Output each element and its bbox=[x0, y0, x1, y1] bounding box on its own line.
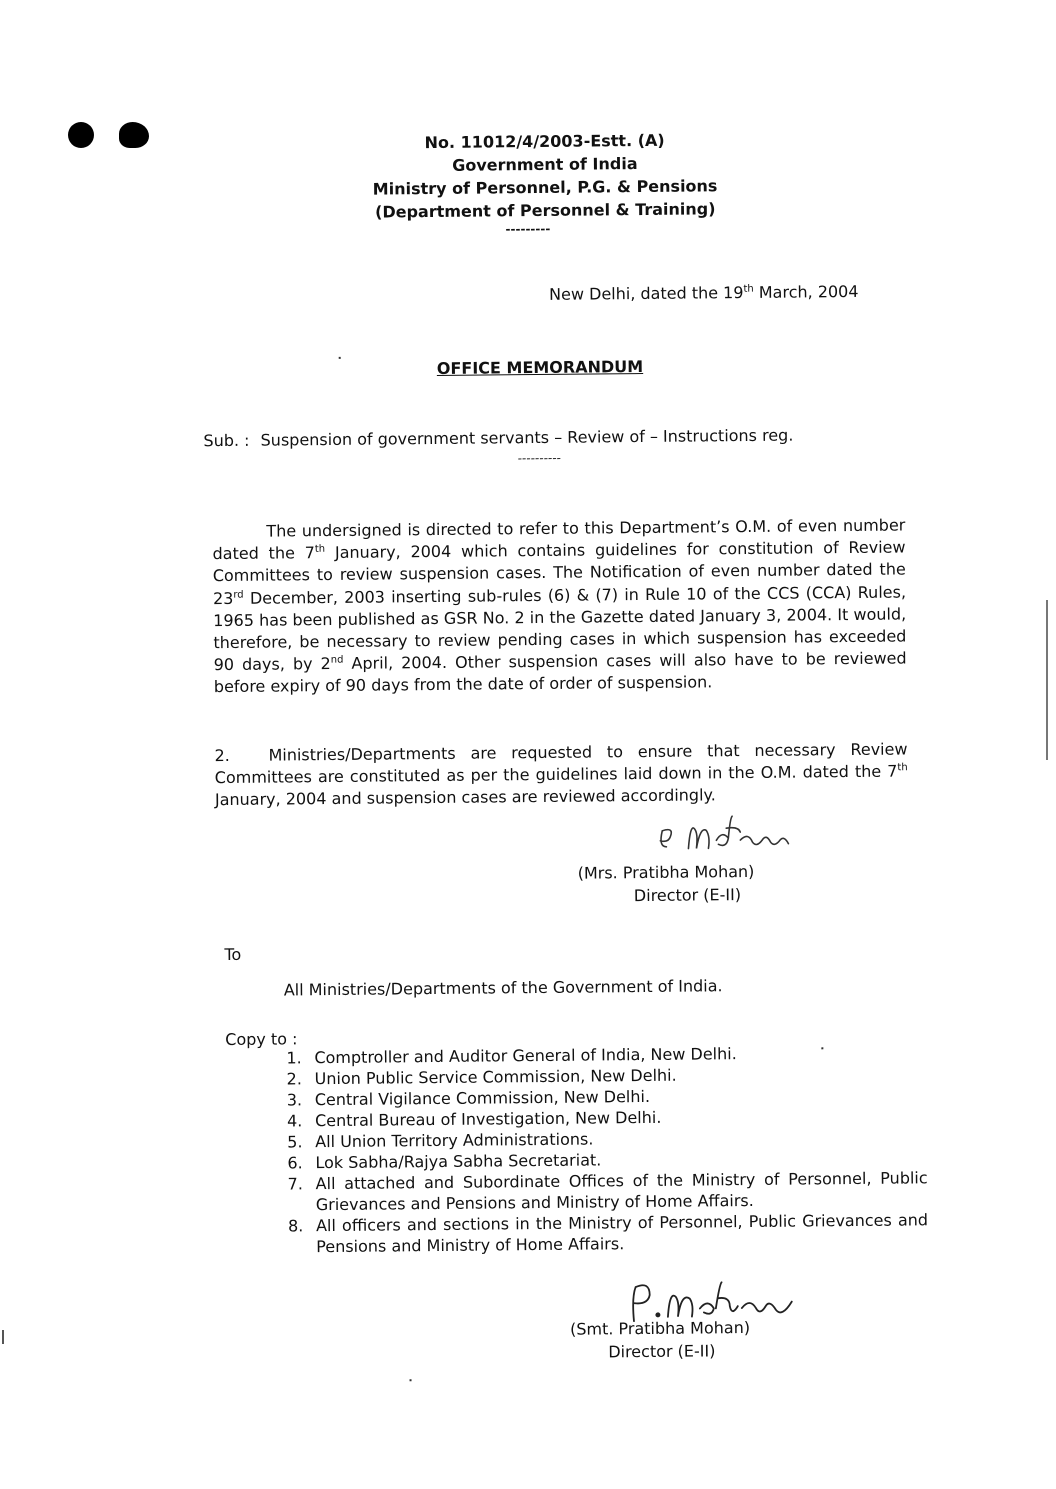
copy-to-item-number: 4. bbox=[286, 1111, 303, 1131]
copy-to-item-number: 8. bbox=[287, 1216, 304, 1236]
subject-label: Sub. : bbox=[203, 430, 250, 451]
signatory-designation: Director (E-II) bbox=[633, 885, 742, 906]
scan-edge-mark bbox=[2, 1330, 4, 1344]
signatory-block-1 bbox=[578, 860, 755, 908]
signatory-name: (Smt. Pratibha Mohan) bbox=[569, 1318, 751, 1339]
copy-to-item-text: All attached and Subordinate Offices of the Ministry of Personnel, Public Grievances and Pensions and Ministry of Home Affairs. bbox=[315, 1168, 928, 1215]
signature-1 bbox=[656, 809, 836, 859]
subject-rule: ---------- bbox=[517, 450, 562, 466]
copy-to-list bbox=[286, 1041, 928, 1257]
subject-text: Suspension of government servants – Review of – Instructions reg. bbox=[260, 425, 794, 450]
government-name: Government of India bbox=[452, 154, 638, 175]
copy-to-item-text: Central Bureau of Investigation, New Delhi. bbox=[314, 1107, 662, 1131]
ministry-name: Ministry of Personnel, P.G. & Pensions bbox=[372, 176, 718, 199]
paragraph-1: The undersigned is directed to refer to this Department’s O.M. of even number dated the 7th January, 2004 which contains guidelines for constitution of Review Committees to review suspension cases. The Notification of even number dated the 23rd December, 2003 inserting sub-rules (6) & (7) in Rule 10 of the CCS (CCA) Rules, 1965 has been published as GSR No. 2 in the Gazette dated January 3, 2004. It would, therefore, be necessary to review pending cases in which suspension has exceeded 90 days, by 2nd April, 2004. Other suspension cases will also have to be reviewed before expiry of 90 days from the date of order of suspension. bbox=[212, 515, 907, 697]
copy-to-item-number: 3. bbox=[286, 1090, 303, 1110]
header-rule: --------- bbox=[505, 221, 551, 237]
to-label: To bbox=[224, 944, 242, 965]
scan-speck bbox=[339, 357, 341, 359]
scan-speck bbox=[410, 1379, 412, 1381]
document-title: OFFICE MEMORANDUM bbox=[436, 356, 644, 378]
copy-to-item-number: 6. bbox=[287, 1153, 303, 1173]
scan-speck bbox=[821, 1047, 823, 1049]
copy-to-item-text: Lok Sabha/Rajya Sabha Secretariat. bbox=[315, 1150, 602, 1173]
paragraph-number: 2. bbox=[214, 745, 230, 766]
copy-to-item-text: Comptroller and Auditor General of India, New Delhi. bbox=[314, 1044, 737, 1068]
scan-edge-mark bbox=[1046, 600, 1048, 760]
signatory-name: (Mrs. Pratibha Mohan) bbox=[577, 861, 755, 883]
file-number: No. 11012/4/2003-Estt. (A) bbox=[424, 130, 665, 153]
signatory-designation: Director (E-II) bbox=[608, 1341, 716, 1362]
paragraph-2: 2. Ministries/Departments are requested to ensure that necessary Review Committees are constituted as per the guidelines laid down in the O.M. dated the 7th January, 2004 and suspension cases are reviewed accordingly. bbox=[214, 739, 908, 810]
copy-to-item-text: Central Vigilance Commission, New Delhi. bbox=[314, 1086, 651, 1110]
copy-to-item-number: 5. bbox=[287, 1132, 303, 1152]
copy-to-item-text: All officers and sections in the Ministry of Personnel, Public Grievances and Pensions and Ministry of Home Affairs. bbox=[315, 1210, 929, 1257]
copy-to-label: Copy to : bbox=[225, 1029, 298, 1050]
copy-to-item-number: 1. bbox=[286, 1048, 302, 1068]
addressee: All Ministries/Departments of the Government of India. bbox=[283, 976, 723, 1000]
letterhead bbox=[295, 128, 796, 225]
copy-to-item-text: Union Public Service Commission, New Delhi. bbox=[314, 1065, 677, 1089]
issue-date: New Delhi, dated the 19th March, 2004 bbox=[549, 281, 859, 304]
copy-to-item bbox=[288, 1167, 928, 1215]
copy-to-item bbox=[288, 1209, 928, 1257]
subject-line bbox=[203, 426, 793, 451]
copy-to-item-number: 2. bbox=[286, 1069, 302, 1089]
copy-to-item-text: All Union Territory Administrations. bbox=[315, 1129, 594, 1152]
signatory-block-2 bbox=[570, 1316, 750, 1364]
copy-to-item-number: 7. bbox=[287, 1174, 303, 1194]
department-name: (Department of Personnel & Training) bbox=[374, 199, 716, 222]
